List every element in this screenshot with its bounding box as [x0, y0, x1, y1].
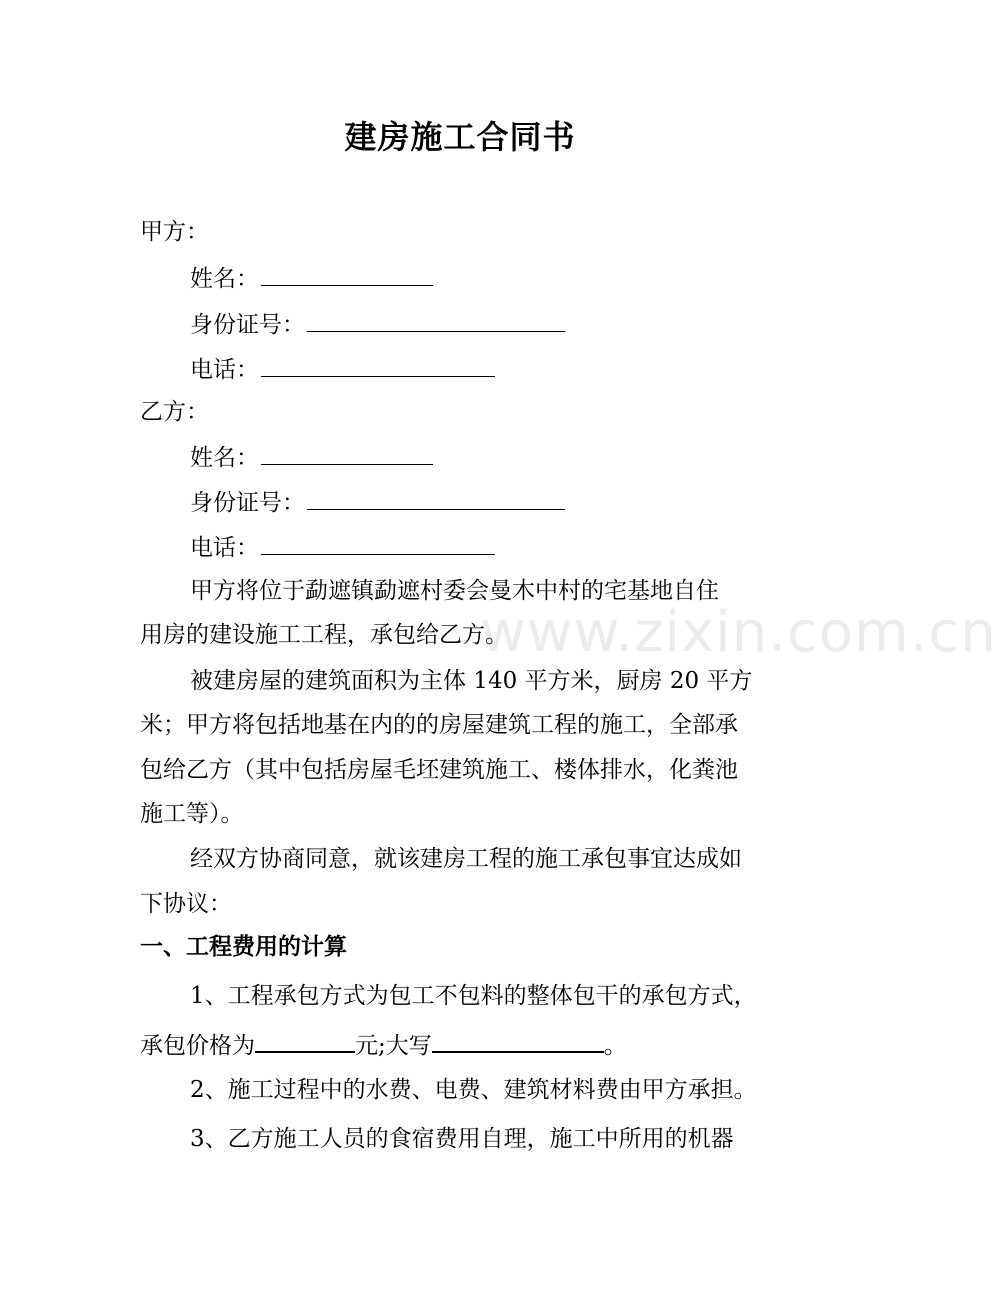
document-title: 建房施工合同书 — [344, 118, 576, 156]
party-a-phone-blank — [261, 350, 495, 377]
party-a-phone-row — [190, 350, 495, 388]
para2-line4: 施工等）。 — [140, 801, 244, 827]
section1-item3: 3、乙方施工人员的食宿费用自理，施工中所用的机器 — [190, 1126, 734, 1152]
party-b-phone-label: 电话： — [190, 535, 259, 561]
party-b-label: 乙方： — [140, 399, 209, 425]
section1-item1-line1: 1、工程承包方式为包工不包料的整体包干的承包方式， — [190, 983, 757, 1009]
party-a-name-row — [190, 259, 433, 297]
para2-line1: 被建房屋的建筑面积为主体 140 平方米，厨房 20 平方 — [190, 668, 753, 694]
party-b-phone-row — [190, 528, 495, 566]
para2-line2: 米；甲方将包括地基在内的的房屋建筑工程的施工，全部承 — [140, 712, 738, 738]
party-b-id-label: 身份证号： — [190, 490, 305, 516]
price-uppercase-blank — [432, 1025, 604, 1053]
section1-item2: 2、施工过程中的水费、电费、建筑材料费由甲方承担。 — [190, 1077, 757, 1103]
party-a-name-blank — [261, 259, 433, 286]
para3-line1: 经双方协商同意，就该建房工程的施工承包事宜达成如 — [190, 846, 742, 872]
party-a-name-label: 姓名： — [190, 266, 259, 292]
party-b-name-blank — [261, 438, 433, 465]
para1-line2: 用房的建设施工工程，承包给乙方。 — [140, 622, 508, 648]
para3-line2: 下协议： — [140, 891, 232, 917]
para1-line1: 甲方将位于勐遮镇勐遮村委会曼木中村的宅基地自住 — [190, 578, 719, 604]
para2-line3: 包给乙方（其中包括房屋毛坯建筑施工、楼体排水，化粪池 — [140, 757, 738, 783]
watermark: www.zixin.com.cn — [480, 600, 997, 665]
price-end-mark: 。 — [603, 1033, 627, 1059]
party-b-id-blank — [307, 483, 565, 510]
price-label: 承包价格为 — [140, 1033, 255, 1059]
party-a-label: 甲方： — [140, 219, 209, 245]
price-uppercase-label: 元;大写 — [355, 1033, 432, 1059]
party-b-id-row — [190, 483, 565, 521]
party-b-name-row — [190, 438, 433, 476]
party-a-id-label: 身份证号： — [190, 312, 305, 338]
party-b-phone-blank — [261, 528, 495, 555]
price-blank — [255, 1025, 355, 1053]
section1-item1-line2 — [140, 1025, 627, 1064]
party-a-id-blank — [307, 305, 565, 332]
party-a-id-row — [190, 305, 565, 343]
section1-heading: 一、工程费用的计算 — [140, 933, 347, 960]
party-a-phone-label: 电话： — [190, 357, 259, 383]
party-b-name-label: 姓名： — [190, 445, 259, 471]
